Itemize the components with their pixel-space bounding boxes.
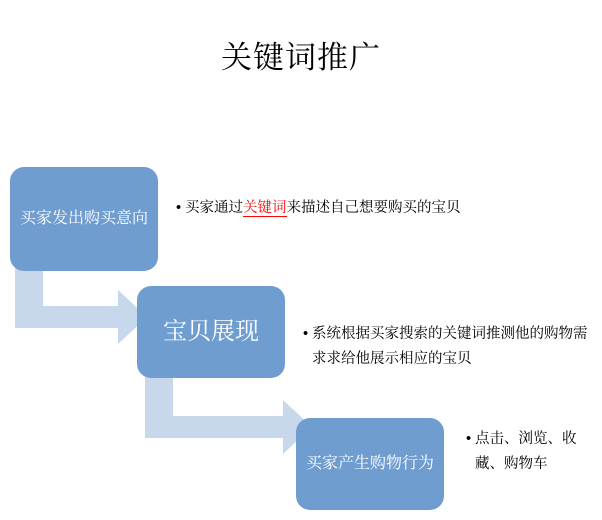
bullet-marker: • — [466, 431, 472, 447]
bullet-body: 系统根据买家搜索的关键词推测他的购物需求求给他展示相应的宝贝 — [312, 326, 588, 368]
flow-arrow-2 — [140, 374, 315, 461]
process-box-label: 买家产生购物行为 — [305, 455, 434, 473]
bullet-body — [176, 196, 466, 221]
bullet-body: 点击、浏览、收藏、购物车 — [475, 431, 577, 473]
process-box-label: 宝贝展现 — [163, 317, 259, 345]
page-title: 关键词推广 — [221, 40, 381, 75]
process-box-label: 买家发出购买意向 — [19, 210, 148, 228]
process-box-item-display[interactable] — [137, 286, 285, 378]
keyword-highlight: 关键词 — [243, 200, 287, 216]
flow-arrow-1 — [10, 268, 150, 353]
process-box-buyer-intent[interactable] — [10, 167, 158, 271]
bullet-text-2 — [303, 322, 593, 373]
bullet-text-after: 来描述自己想要购买的宝贝 — [286, 200, 461, 216]
bullet-marker: • — [303, 326, 309, 342]
bullet-text-before: 买家通过 — [185, 200, 243, 216]
process-box-buyer-action[interactable] — [296, 418, 444, 510]
bullet-text-1 — [176, 196, 466, 221]
bullet-marker: • — [176, 200, 182, 216]
bullet-text-3 — [466, 427, 596, 478]
